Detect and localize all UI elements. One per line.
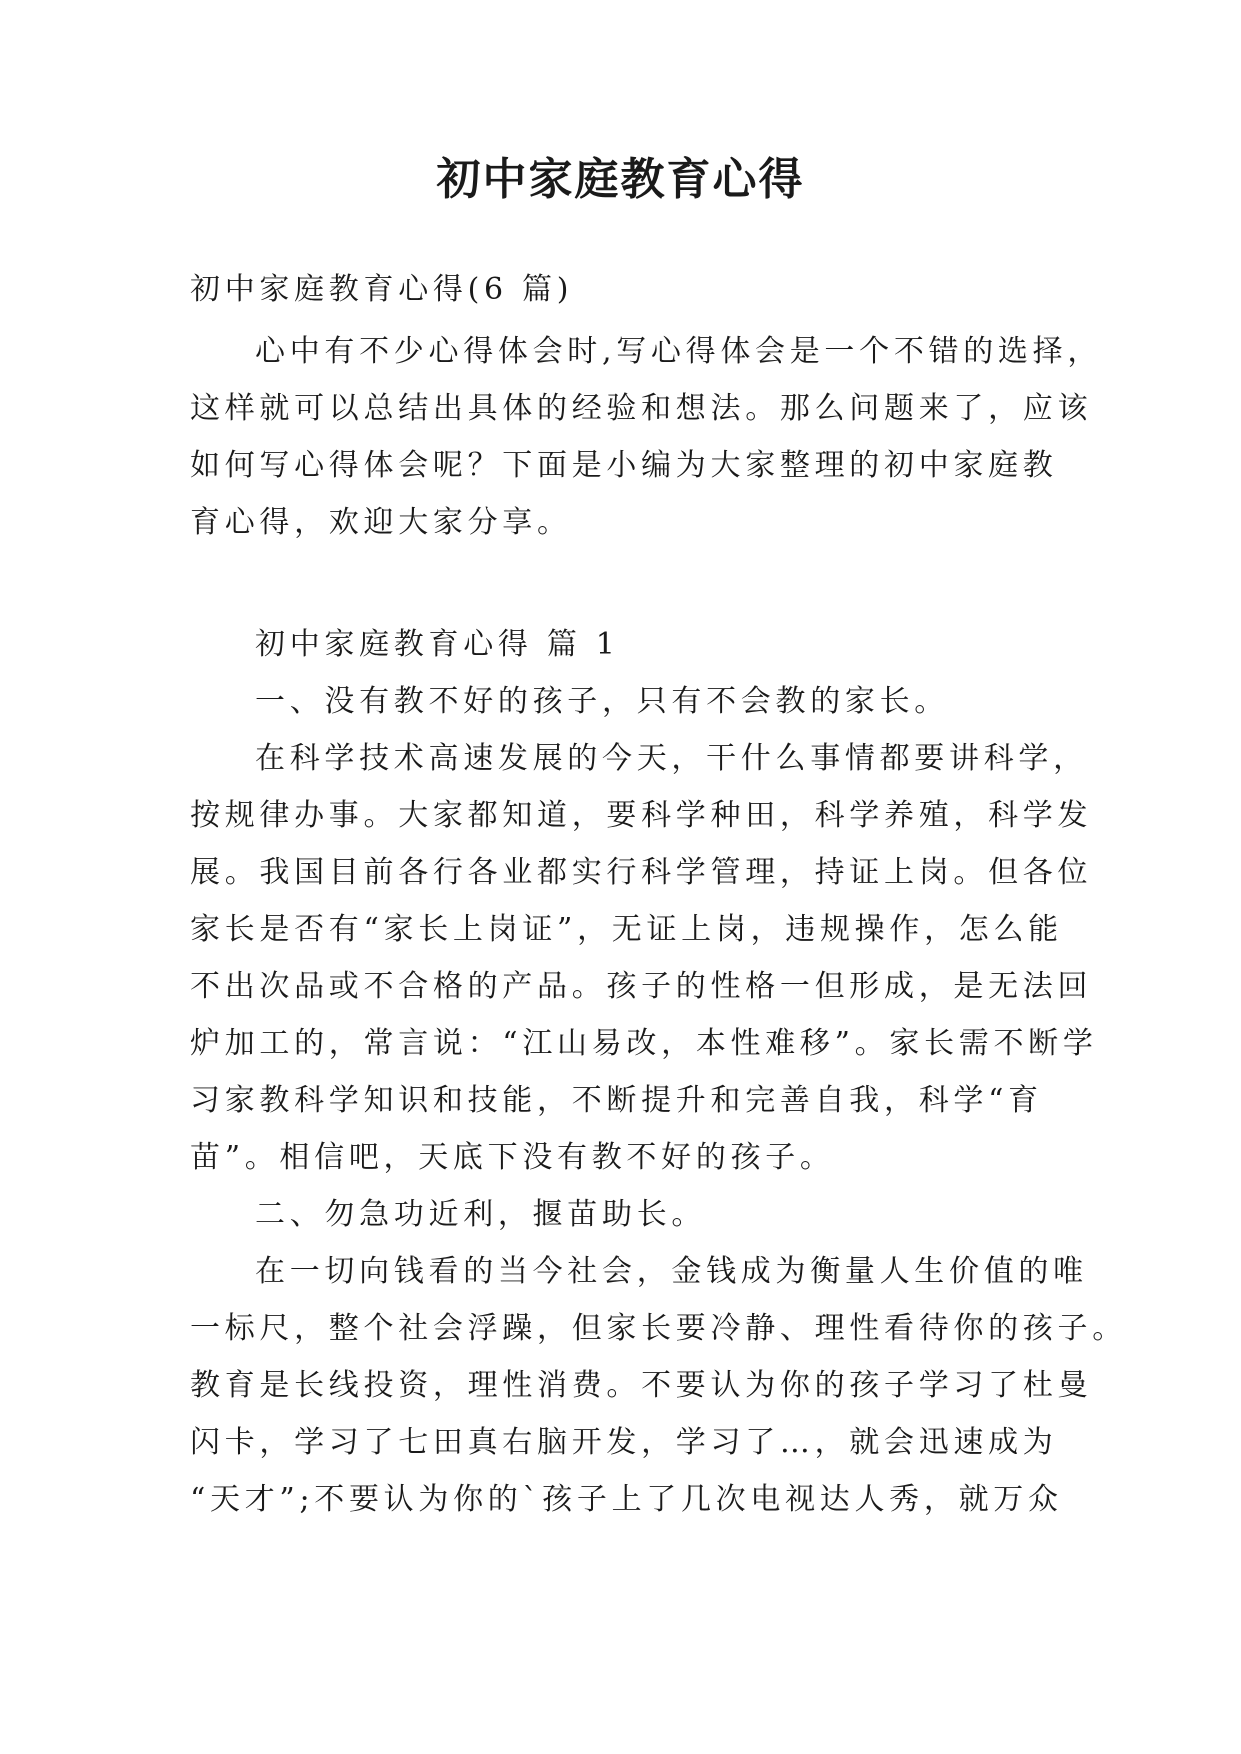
- body-line: 习家教科学知识和技能，不断提升和完善自我，科学“育: [190, 1083, 1043, 1118]
- body-line: 苗”。相信吧，天底下没有教不好的孩子。: [190, 1140, 835, 1175]
- body-line: 炉加工的，常言说：“江山易改，本性难移”。家长需不断学: [190, 1026, 1098, 1061]
- body-line: 教育是长线投资，理性消费。不要认为你的孩子学习了杜曼: [190, 1368, 1093, 1403]
- point-heading: 二、勿急功近利，揠苗助长。: [255, 1197, 707, 1232]
- point-heading: 一、没有教不好的孩子，只有不会教的家长。: [255, 684, 949, 719]
- intro-line: 如何写心得体会呢？下面是小编为大家整理的初中家庭教: [190, 448, 1058, 483]
- intro-line: 心中有不少心得体会时,写心得体会是一个不错的选择，: [255, 334, 1103, 369]
- document-title: 初中家庭教育心得: [436, 154, 805, 205]
- body-line: “天才”;不要认为你的`孩子上了几次电视达人秀，就万众: [190, 1482, 1063, 1517]
- body-line: 在科学技术高速发展的今天，干什么事情都要讲科学，: [255, 741, 1088, 776]
- section-heading: 初中家庭教育心得 篇 1: [255, 627, 620, 662]
- body-line: 在一切向钱看的当今社会，金钱成为衡量人生价值的唯: [255, 1254, 1088, 1289]
- body-line: 不出次品或不合格的产品。孩子的性格一但形成，是无法回: [190, 969, 1093, 1004]
- body-line: 展。我国目前各行各业都实行科学管理，持证上岗。但各位: [190, 855, 1093, 890]
- subtitle-line: 初中家庭教育心得(6 篇): [190, 272, 574, 307]
- body-line: 一标尺，整个社会浮躁，但家长要冷静、理性看待你的孩子。: [190, 1311, 1127, 1346]
- body-line: 按规律办事。大家都知道，要科学种田，科学养殖，科学发: [190, 798, 1093, 833]
- body-line: 家长是否有“家长上岗证”，无证上岗，违规操作，怎么能: [190, 912, 1063, 947]
- body-line: 闪卡，学习了七田真右脑开发，学习了…，就会迅速成为: [190, 1425, 1058, 1460]
- intro-line: 这样就可以总结出具体的经验和想法。那么问题来了，应该: [190, 391, 1093, 426]
- intro-line: 育心得，欢迎大家分享。: [190, 505, 572, 540]
